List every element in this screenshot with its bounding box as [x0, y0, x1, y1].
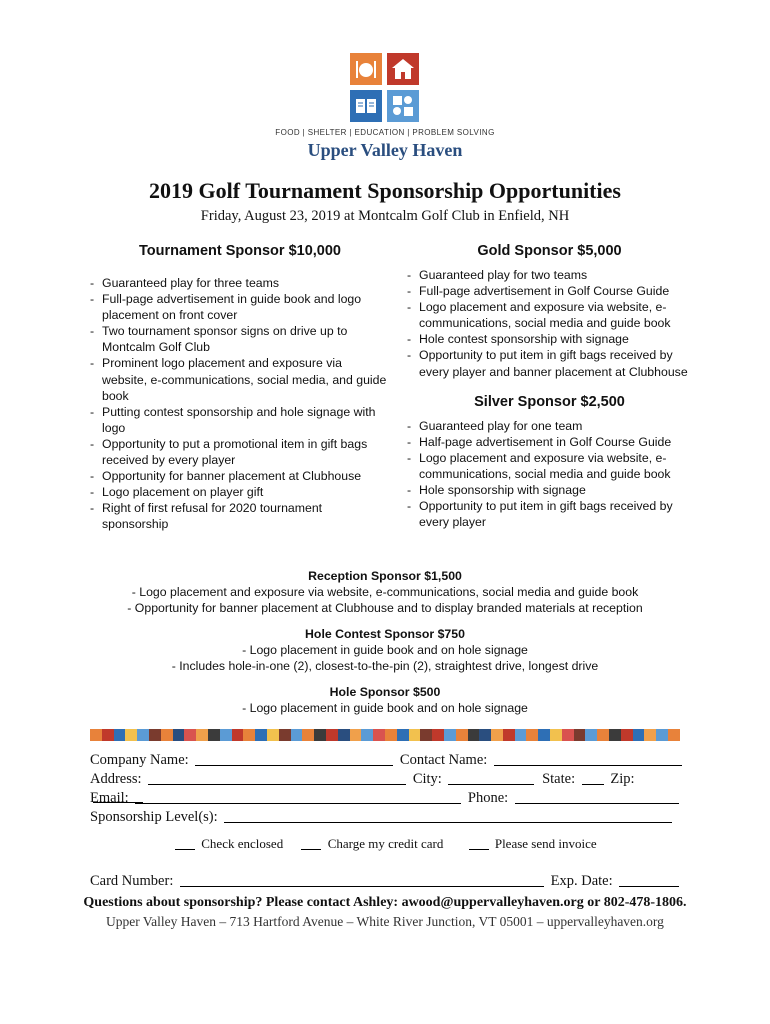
- strip-block: [468, 729, 480, 741]
- strip-block: [173, 729, 185, 741]
- address-label: Address:: [90, 771, 142, 787]
- email-phone-row: [90, 789, 690, 807]
- strip-block: [137, 729, 149, 741]
- list-item: - Opportunity for banner placement at Clubhouse and to display branded materials at reception: [127, 601, 643, 615]
- hole-sponsor-heading: Hole Sponsor $500: [329, 685, 441, 699]
- card-number-label: Card Number:: [90, 873, 174, 889]
- strip-block: [644, 729, 656, 741]
- strip-block: [314, 729, 326, 741]
- strip-block: [432, 729, 444, 741]
- strip-block: [102, 729, 114, 741]
- strip-block: [350, 729, 362, 741]
- strip-block: [444, 729, 456, 741]
- card-number-row: [90, 872, 690, 890]
- strip-block: [420, 729, 432, 741]
- sponsorship-level-field[interactable]: [224, 808, 672, 823]
- org-logo: [350, 53, 420, 123]
- strip-block: [243, 729, 255, 741]
- city-field[interactable]: [448, 770, 534, 785]
- list-item: - Hole sponsorship with signage: [407, 482, 692, 498]
- strip-block: [515, 729, 527, 741]
- list-item: - Two tournament sponsor signs on drive up to Montcalm Golf Club: [90, 323, 390, 355]
- strip-block: [597, 729, 609, 741]
- silver-sponsor-heading: Silver Sponsor $2,500: [474, 393, 625, 410]
- list-item: - Putting contest sponsorship and hole signage with logo: [90, 404, 390, 436]
- strip-block: [220, 729, 232, 741]
- tournament-sponsor-section: [90, 243, 390, 533]
- strip-block: [279, 729, 291, 741]
- list-item: - Half-page advertisement in Golf Course Guide: [407, 434, 692, 450]
- address-field[interactable]: [148, 770, 406, 785]
- strip-block: [302, 729, 314, 741]
- strip-block: [291, 729, 303, 741]
- check-enclosed-checkbox[interactable]: [175, 837, 195, 850]
- send-invoice-label: Please send invoice: [494, 836, 597, 851]
- contact-label: Contact Name:: [399, 752, 488, 768]
- list-item: - Logo placement and exposure via website, e-communications, social media and guide book: [131, 585, 639, 599]
- list-item: - Opportunity to put item in gift bags received by every player: [407, 498, 692, 530]
- company-name-field[interactable]: [195, 751, 393, 766]
- list-item: - Logo placement in guide book and on hole signage: [242, 701, 528, 715]
- strip-block: [373, 729, 385, 741]
- hole-contest-sponsor-heading: Hole Contest Sponsor $750: [305, 627, 465, 641]
- hole-contest-sponsor-section: [0, 626, 770, 674]
- list-item: - Right of first refusal for 2020 tournament sponsorship: [90, 500, 390, 532]
- strip-block: [232, 729, 244, 741]
- page-title: 2019 Golf Tournament Sponsorship Opportunities: [149, 178, 621, 203]
- reception-sponsor-section: [0, 568, 770, 616]
- send-invoice-checkbox[interactable]: [469, 837, 489, 850]
- strip-block: [125, 729, 137, 741]
- state-field[interactable]: [582, 770, 604, 785]
- city-label: City:: [412, 771, 442, 787]
- contact-name-field[interactable]: [494, 751, 682, 766]
- tournament-sponsor-heading: Tournament Sponsor $10,000: [139, 243, 341, 259]
- sponsorship-level-row: [90, 808, 690, 826]
- exp-date-field[interactable]: [619, 872, 679, 887]
- list-item: - Prominent logo placement and exposure via website, e-communications, social media, and guide book: [90, 355, 390, 403]
- strip-block: [161, 729, 173, 741]
- credit-card-checkbox[interactable]: [301, 837, 321, 850]
- strip-block: [491, 729, 503, 741]
- strip-block: [538, 729, 550, 741]
- list-item: - Logo placement on player gift: [90, 484, 390, 500]
- list-item: - Logo placement and exposure via website, e-communications, social media and guide book: [407, 299, 692, 331]
- strip-block: [361, 729, 373, 741]
- contact-questions: Questions about sponsorship? Please contact Ashley: awood@uppervalleyhaven.org or 802-478-1806.: [83, 895, 687, 910]
- strip-block: [609, 729, 621, 741]
- footer-address: Upper Valley Haven – 713 Hartford Avenue – White River Junction, VT 05001 – uppervalleyhaven.org: [106, 914, 664, 929]
- strip-block: [668, 729, 680, 741]
- strip-block: [503, 729, 515, 741]
- problem-solving-icon: [387, 90, 419, 122]
- gold-sponsor-heading: Gold Sponsor $5,000: [477, 243, 622, 259]
- strip-block: [562, 729, 574, 741]
- strip-block: [338, 729, 350, 741]
- list-item: - Full-page advertisement in guide book and logo placement on front cover: [90, 291, 390, 323]
- list-item: - Logo placement in guide book and on hole signage: [242, 643, 528, 657]
- org-name: Upper Valley Haven: [307, 140, 463, 160]
- list-item: - Includes hole-in-one (2), closest-to-the-pin (2), straightest drive, longest drive: [171, 659, 599, 673]
- strip-block: [526, 729, 538, 741]
- shelter-icon: [387, 53, 419, 85]
- list-item: - Full-page advertisement in Golf Course Guide: [407, 283, 692, 299]
- strip-block: [397, 729, 409, 741]
- list-item: - Opportunity for banner placement at Clubhouse: [90, 468, 390, 484]
- list-item: - Opportunity to put a promotional item in gift bags received by every player: [90, 436, 390, 468]
- strip-block: [656, 729, 668, 741]
- phone-field[interactable]: [515, 789, 679, 804]
- org-tagline: FOOD | SHELTER | EDUCATION | PROBLEM SOLVING: [275, 128, 495, 137]
- strip-block: [149, 729, 161, 741]
- strip-block: [114, 729, 126, 741]
- strip-block: [90, 729, 102, 741]
- phone-label: Phone:: [467, 790, 509, 806]
- strip-block: [196, 729, 208, 741]
- zip-label: Zip:: [610, 771, 635, 787]
- company-label: Company Name:: [90, 752, 189, 768]
- list-item: - Guaranteed play for three teams: [90, 275, 390, 291]
- strip-block: [633, 729, 645, 741]
- strip-block: [456, 729, 468, 741]
- food-icon: [350, 53, 382, 85]
- hole-sponsor-section: [0, 684, 770, 716]
- email-field[interactable]: [135, 789, 461, 804]
- strip-block: [385, 729, 397, 741]
- reception-sponsor-heading: Reception Sponsor $1,500: [308, 569, 462, 583]
- strip-block: [326, 729, 338, 741]
- company-contact-row: [90, 751, 690, 769]
- strip-block: [208, 729, 220, 741]
- strip-block: [267, 729, 279, 741]
- payment-options-row: [175, 836, 695, 852]
- email-label: Email:: [90, 790, 129, 806]
- gold-silver-section: [407, 243, 692, 530]
- decorative-divider: [90, 729, 680, 741]
- list-item: - Opportunity to put item in gift bags received by every player and banner placement at Clubhouse: [407, 347, 692, 379]
- credit-card-label: Charge my credit card: [327, 836, 444, 851]
- sponsorship-level-label: Sponsorship Level(s):: [90, 809, 218, 825]
- list-item: - Guaranteed play for one team: [407, 418, 692, 434]
- strip-block: [255, 729, 267, 741]
- education-icon: [350, 90, 382, 122]
- strip-block: [550, 729, 562, 741]
- state-label: State:: [542, 771, 576, 787]
- strip-block: [184, 729, 196, 741]
- strip-block: [621, 729, 633, 741]
- exp-date-label: Exp. Date:: [550, 873, 613, 889]
- strip-block: [585, 729, 597, 741]
- check-enclosed-label: Check enclosed: [201, 836, 284, 851]
- list-item: - Logo placement and exposure via website, e-communications, social media and guide book: [407, 450, 692, 482]
- list-item: - Guaranteed play for two teams: [407, 267, 692, 283]
- page-subtitle: Friday, August 23, 2019 at Montcalm Golf Club in Enfield, NH: [200, 208, 570, 224]
- strip-block: [479, 729, 491, 741]
- list-item: - Hole contest sponsorship with signage: [407, 331, 692, 347]
- strip-block: [574, 729, 586, 741]
- card-number-field[interactable]: [180, 872, 544, 887]
- strip-block: [409, 729, 421, 741]
